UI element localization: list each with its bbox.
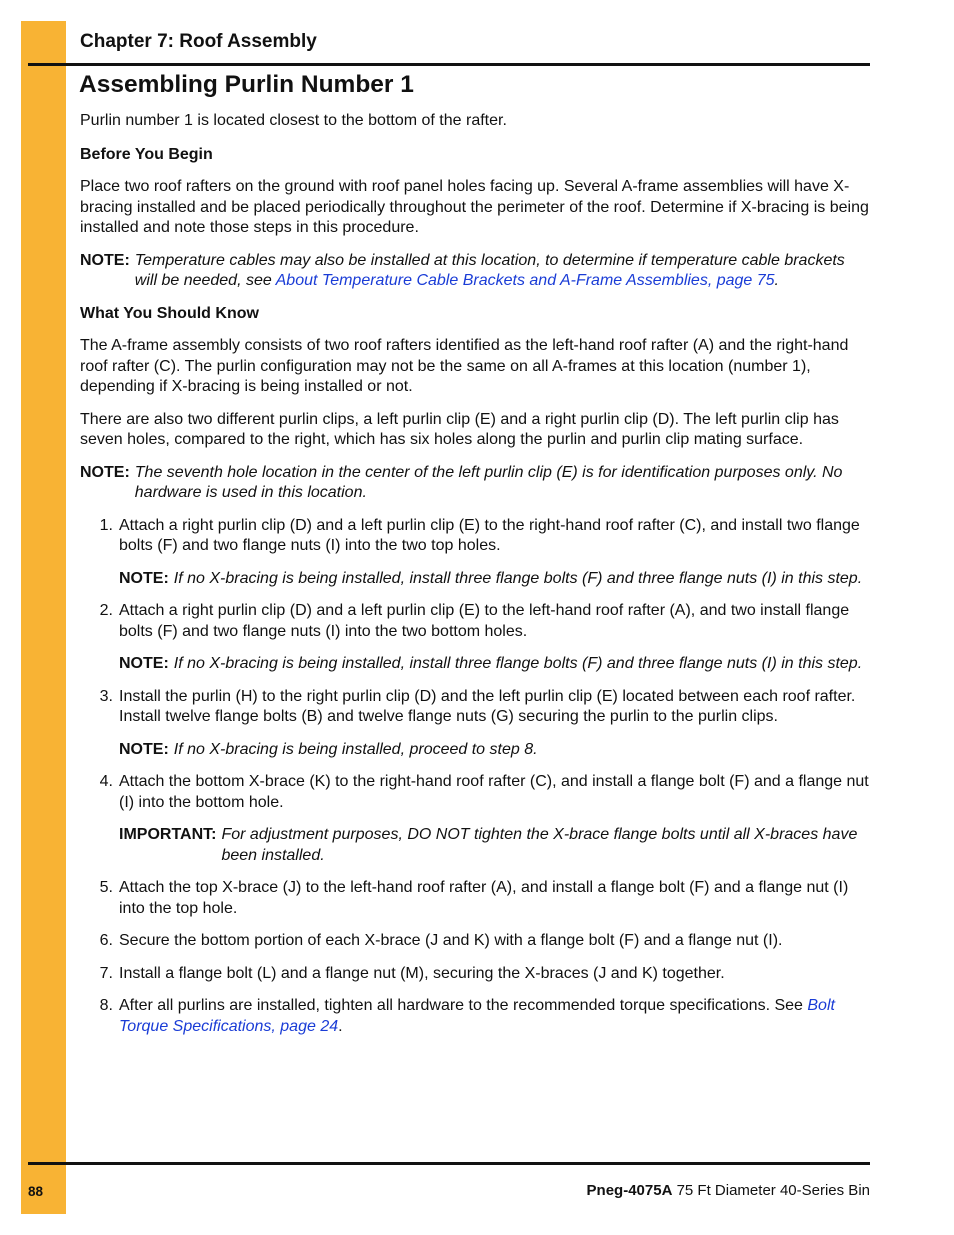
- step-item: [80, 996, 870, 1037]
- step-text: Install the purlin (H) to the right purlin clip (D) and the left purlin clip (E) located between each roof rafter. Install twelve flange bolts (B) and twelve flange nuts (G) securing the purlin to the purlin clips.: [119, 687, 856, 725]
- step-text: Attach the top X-brace (J) to the left-hand roof rafter (A), and install a flange bolt (F) and a flange nut (I) into the top hole.: [119, 879, 849, 917]
- step-item: [80, 964, 870, 985]
- step-item: [80, 772, 870, 813]
- step-text: Attach a right purlin clip (D) and a left purlin clip (E) to the right-hand roof rafter (C), and install two flange bolts (F) and two flange nuts (I) into the two top holes.: [119, 516, 860, 554]
- header-rule: [28, 63, 870, 66]
- step-item: [80, 931, 870, 952]
- step-number: 7.: [99, 964, 113, 982]
- step-text: Attach the bottom X-brace (K) to the right-hand roof rafter (C), and install a flange bolt (F) and a flange nut (I) into the bottom hole.: [119, 773, 869, 811]
- chapter-sidebar-bar: [21, 21, 66, 1214]
- note-text: Temperature cables may also be installed at this location, to determine if temperature cable brackets will be needed, see About Temperature Cable Brackets and A-Frame Assemblies, page 75.: [134, 251, 845, 289]
- page-title: Assembling Purlin Number 1: [79, 71, 414, 98]
- note-label: NOTE:: [119, 655, 169, 672]
- note-label: NOTE:: [80, 251, 130, 269]
- step-text: Secure the bottom portion of each X-brace (J and K) with a flange bolt (F) and a flange nut (I).: [119, 932, 783, 949]
- main-content: [80, 111, 870, 1049]
- note-seventh-hole: [80, 463, 870, 504]
- note-text: If no X-bracing is being installed, proceed to step 8.: [173, 740, 538, 758]
- step-text: After all purlins are installed, tighten all hardware to the recommended torque specifications. See Bolt Torque Specifications, page 24.: [119, 997, 835, 1035]
- step-number: 1.: [99, 516, 113, 534]
- footer-rule: [28, 1162, 870, 1165]
- step-item: [80, 878, 870, 919]
- step-text: Install a flange bolt (L) and a flange nut (M), securing the X-braces (J and K) together.: [119, 964, 725, 982]
- note-label: NOTE:: [119, 740, 169, 758]
- temperature-cable-link[interactable]: About Temperature Cable Brackets and A-Frame Assemblies, page 75: [275, 272, 775, 289]
- step-number: 6.: [99, 932, 113, 949]
- know-paragraph-1: The A-frame assembly consists of two roof rafters identified as the left-hand roof rafter (A) and the right-hand roof rafter (C). The purlin configuration may not be the same on all A-frames at this location (number 1), depending if X-bracing is being installed or not.: [80, 337, 849, 395]
- before-you-begin-text: Place two roof rafters on the ground with roof panel holes facing up. Several A-frame assemblies will have X-bracing installed and be placed periodically throughout the perimeter of the roof. Determine if X-bracing is being installed and note those steps in this procedure.: [80, 178, 869, 236]
- note-text: The seventh hole location in the center of the left purlin clip (E) is for identification purposes only. No hardware is used in this location.: [134, 463, 843, 501]
- step-item: [80, 687, 870, 728]
- step-note: [119, 654, 870, 675]
- step-item: [80, 601, 870, 642]
- document-id: Pneg-4075A 75 Ft Diameter 40-Series Bin: [586, 1182, 870, 1199]
- note-temperature-cables: [80, 251, 870, 292]
- procedure-steps: [80, 516, 870, 1038]
- know-paragraph-2: There are also two different purlin clips, a left purlin clip (E) and a right purlin clip (D). The left purlin clip has seven holes, compared to the right, which has six holes along the purlin and purlin clip mating surface.: [80, 410, 839, 448]
- step-number: 4.: [99, 773, 113, 790]
- bolt-torque-link[interactable]: Bolt Torque Specifications, page 24: [119, 997, 835, 1035]
- note-label: NOTE:: [119, 569, 169, 587]
- step-note: [119, 740, 870, 761]
- step-number: 5.: [99, 879, 113, 896]
- note-text: If no X-bracing is being installed, install three flange bolts (F) and three flange nuts (I) in this step.: [173, 569, 863, 587]
- before-you-begin-heading: Before You Begin: [80, 145, 213, 163]
- step-text: Attach a right purlin clip (D) and a left purlin clip (E) to the left-hand roof rafter (A), and two install flange bolts (F) and two flange nuts (I) into the two bottom holes.: [119, 602, 850, 640]
- step-number: 8.: [99, 997, 113, 1014]
- page-number: 88: [28, 1184, 44, 1199]
- note-text: If no X-bracing is being installed, install three flange bolts (F) and three flange nuts (I) in this step.: [173, 655, 863, 672]
- step-number: 3.: [99, 687, 113, 705]
- step-item: [80, 516, 870, 557]
- important-text: For adjustment purposes, DO NOT tighten the X-brace flange bolts until all X-braces have been installed.: [221, 826, 858, 864]
- step-note: [119, 569, 870, 590]
- intro-paragraph: Purlin number 1 is located closest to the bottom of the rafter.: [80, 112, 507, 129]
- important-label: IMPORTANT:: [119, 826, 217, 843]
- chapter-heading: Chapter 7: Roof Assembly: [80, 31, 317, 52]
- step-number: 2.: [99, 602, 113, 619]
- note-label: NOTE:: [80, 463, 130, 481]
- step-important: [119, 825, 870, 866]
- what-you-should-know-heading: What You Should Know: [80, 304, 259, 322]
